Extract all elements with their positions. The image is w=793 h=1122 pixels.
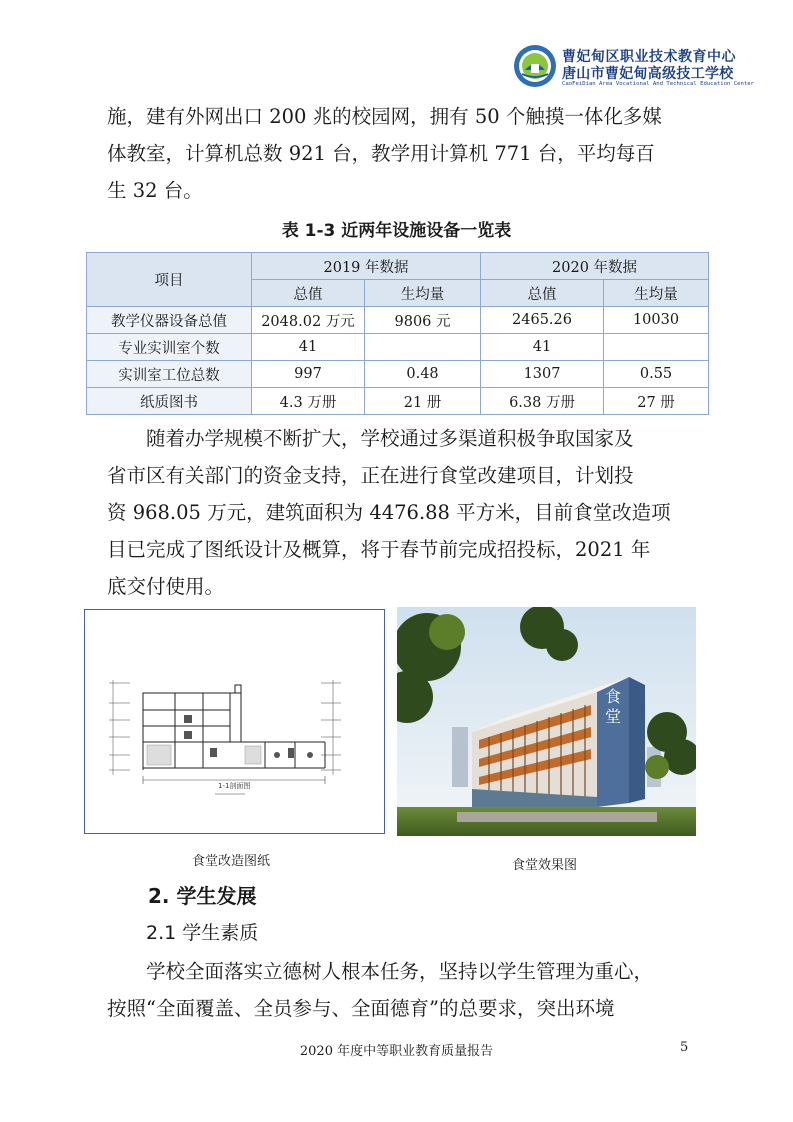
paragraph-canteen xyxy=(107,420,697,605)
row-label: 专业实训室个数 xyxy=(87,334,252,361)
cell: 2048.02 万元 xyxy=(252,307,365,334)
header-2020: 2020 年数据 xyxy=(481,253,709,280)
cell: 0.55 xyxy=(604,361,709,388)
text-line: 资 968.05 万元，建筑面积为 4476.88 平方米，目前食堂改造项 xyxy=(107,501,671,524)
subheader-avg: 生均量 xyxy=(604,280,709,307)
drawing-label: 1-1剖面图 xyxy=(218,782,251,790)
cell xyxy=(365,334,481,361)
table-row xyxy=(87,334,709,361)
cell: 41 xyxy=(481,334,604,361)
paragraph-network xyxy=(107,98,697,209)
table-row xyxy=(87,361,709,388)
text-line: 生 32 台。 xyxy=(107,179,203,202)
row-label: 教学仪器设备总值 xyxy=(87,307,252,334)
org-name-line2: 唐山市曹妃甸高级技工学校 xyxy=(562,66,734,82)
table-row xyxy=(87,307,709,334)
org-name-line1: 曹妃甸区职业技术教育中心 xyxy=(562,49,736,65)
subsection-heading: 2.1 学生素质 xyxy=(146,922,259,944)
text-line: 学校全面落实立德树人根本任务，坚持以学生管理为重心， xyxy=(146,960,654,983)
canteen-drawing-figure xyxy=(84,609,385,834)
section-drawing-image xyxy=(85,610,384,833)
cell: 4.3 万册 xyxy=(252,388,365,415)
subheader-total: 总值 xyxy=(252,280,365,307)
page-number: 5 xyxy=(680,1040,689,1055)
text-line: 目已完成了图纸设计及概算，将于春节前完成招投标，2021 年 xyxy=(107,538,651,561)
text-line: 省市区有关部门的资金支持，正在进行食堂改建项目，计划投 xyxy=(107,464,634,487)
header-item: 项目 xyxy=(87,253,252,307)
subheader-total: 总值 xyxy=(481,280,604,307)
facilities-table xyxy=(86,252,709,415)
table-row xyxy=(87,388,709,415)
cell: 1307 xyxy=(481,361,604,388)
canteen-rendering-figure xyxy=(397,607,696,836)
table-title: 表 1-3 近两年设施设备一览表 xyxy=(281,221,512,241)
row-label: 实训室工位总数 xyxy=(87,361,252,388)
cell: 2465.26 xyxy=(481,307,604,334)
row-label: 纸质图书 xyxy=(87,388,252,415)
caption-rendering: 食堂效果图 xyxy=(512,858,578,873)
cell: 21 册 xyxy=(365,388,481,415)
section-heading: 2. 学生发展 xyxy=(148,884,257,908)
text-line: 体教室，计算机总数 921 台，教学用计算机 771 台，平均每百 xyxy=(107,142,655,165)
cell: 10030 xyxy=(604,307,709,334)
building-sign: 食堂 xyxy=(604,687,621,726)
page-header xyxy=(0,0,793,100)
canteen-rendering-image xyxy=(397,607,696,836)
school-logo-icon xyxy=(513,44,557,88)
org-name-english: CaoFeiDian Area Vocational And Technical Education Center xyxy=(562,81,754,87)
cell xyxy=(604,334,709,361)
cell: 6.38 万册 xyxy=(481,388,604,415)
caption-drawing: 食堂改造图纸 xyxy=(192,854,271,869)
cell: 997 xyxy=(252,361,365,388)
text-line: 施，建有外网出口 200 兆的校园网，拥有 50 个触摸一体化多媒 xyxy=(107,105,662,128)
subheader-avg: 生均量 xyxy=(365,280,481,307)
cell: 41 xyxy=(252,334,365,361)
header-2019: 2019 年数据 xyxy=(252,253,481,280)
cell: 0.48 xyxy=(365,361,481,388)
report-title: 2020 年度中等职业教育质量报告 xyxy=(299,1044,494,1059)
text-line: 底交付使用。 xyxy=(107,575,225,598)
text-line: 按照“全面覆盖、全员参与、全面德育”的总要求，突出环境 xyxy=(107,997,615,1020)
cell: 27 册 xyxy=(604,388,709,415)
page-footer xyxy=(0,1040,793,1060)
text-line: 随着办学规模不断扩大，学校通过多渠道积极争取国家及 xyxy=(146,427,634,450)
cell: 9806 元 xyxy=(365,307,481,334)
paragraph-student-quality xyxy=(107,953,697,1027)
